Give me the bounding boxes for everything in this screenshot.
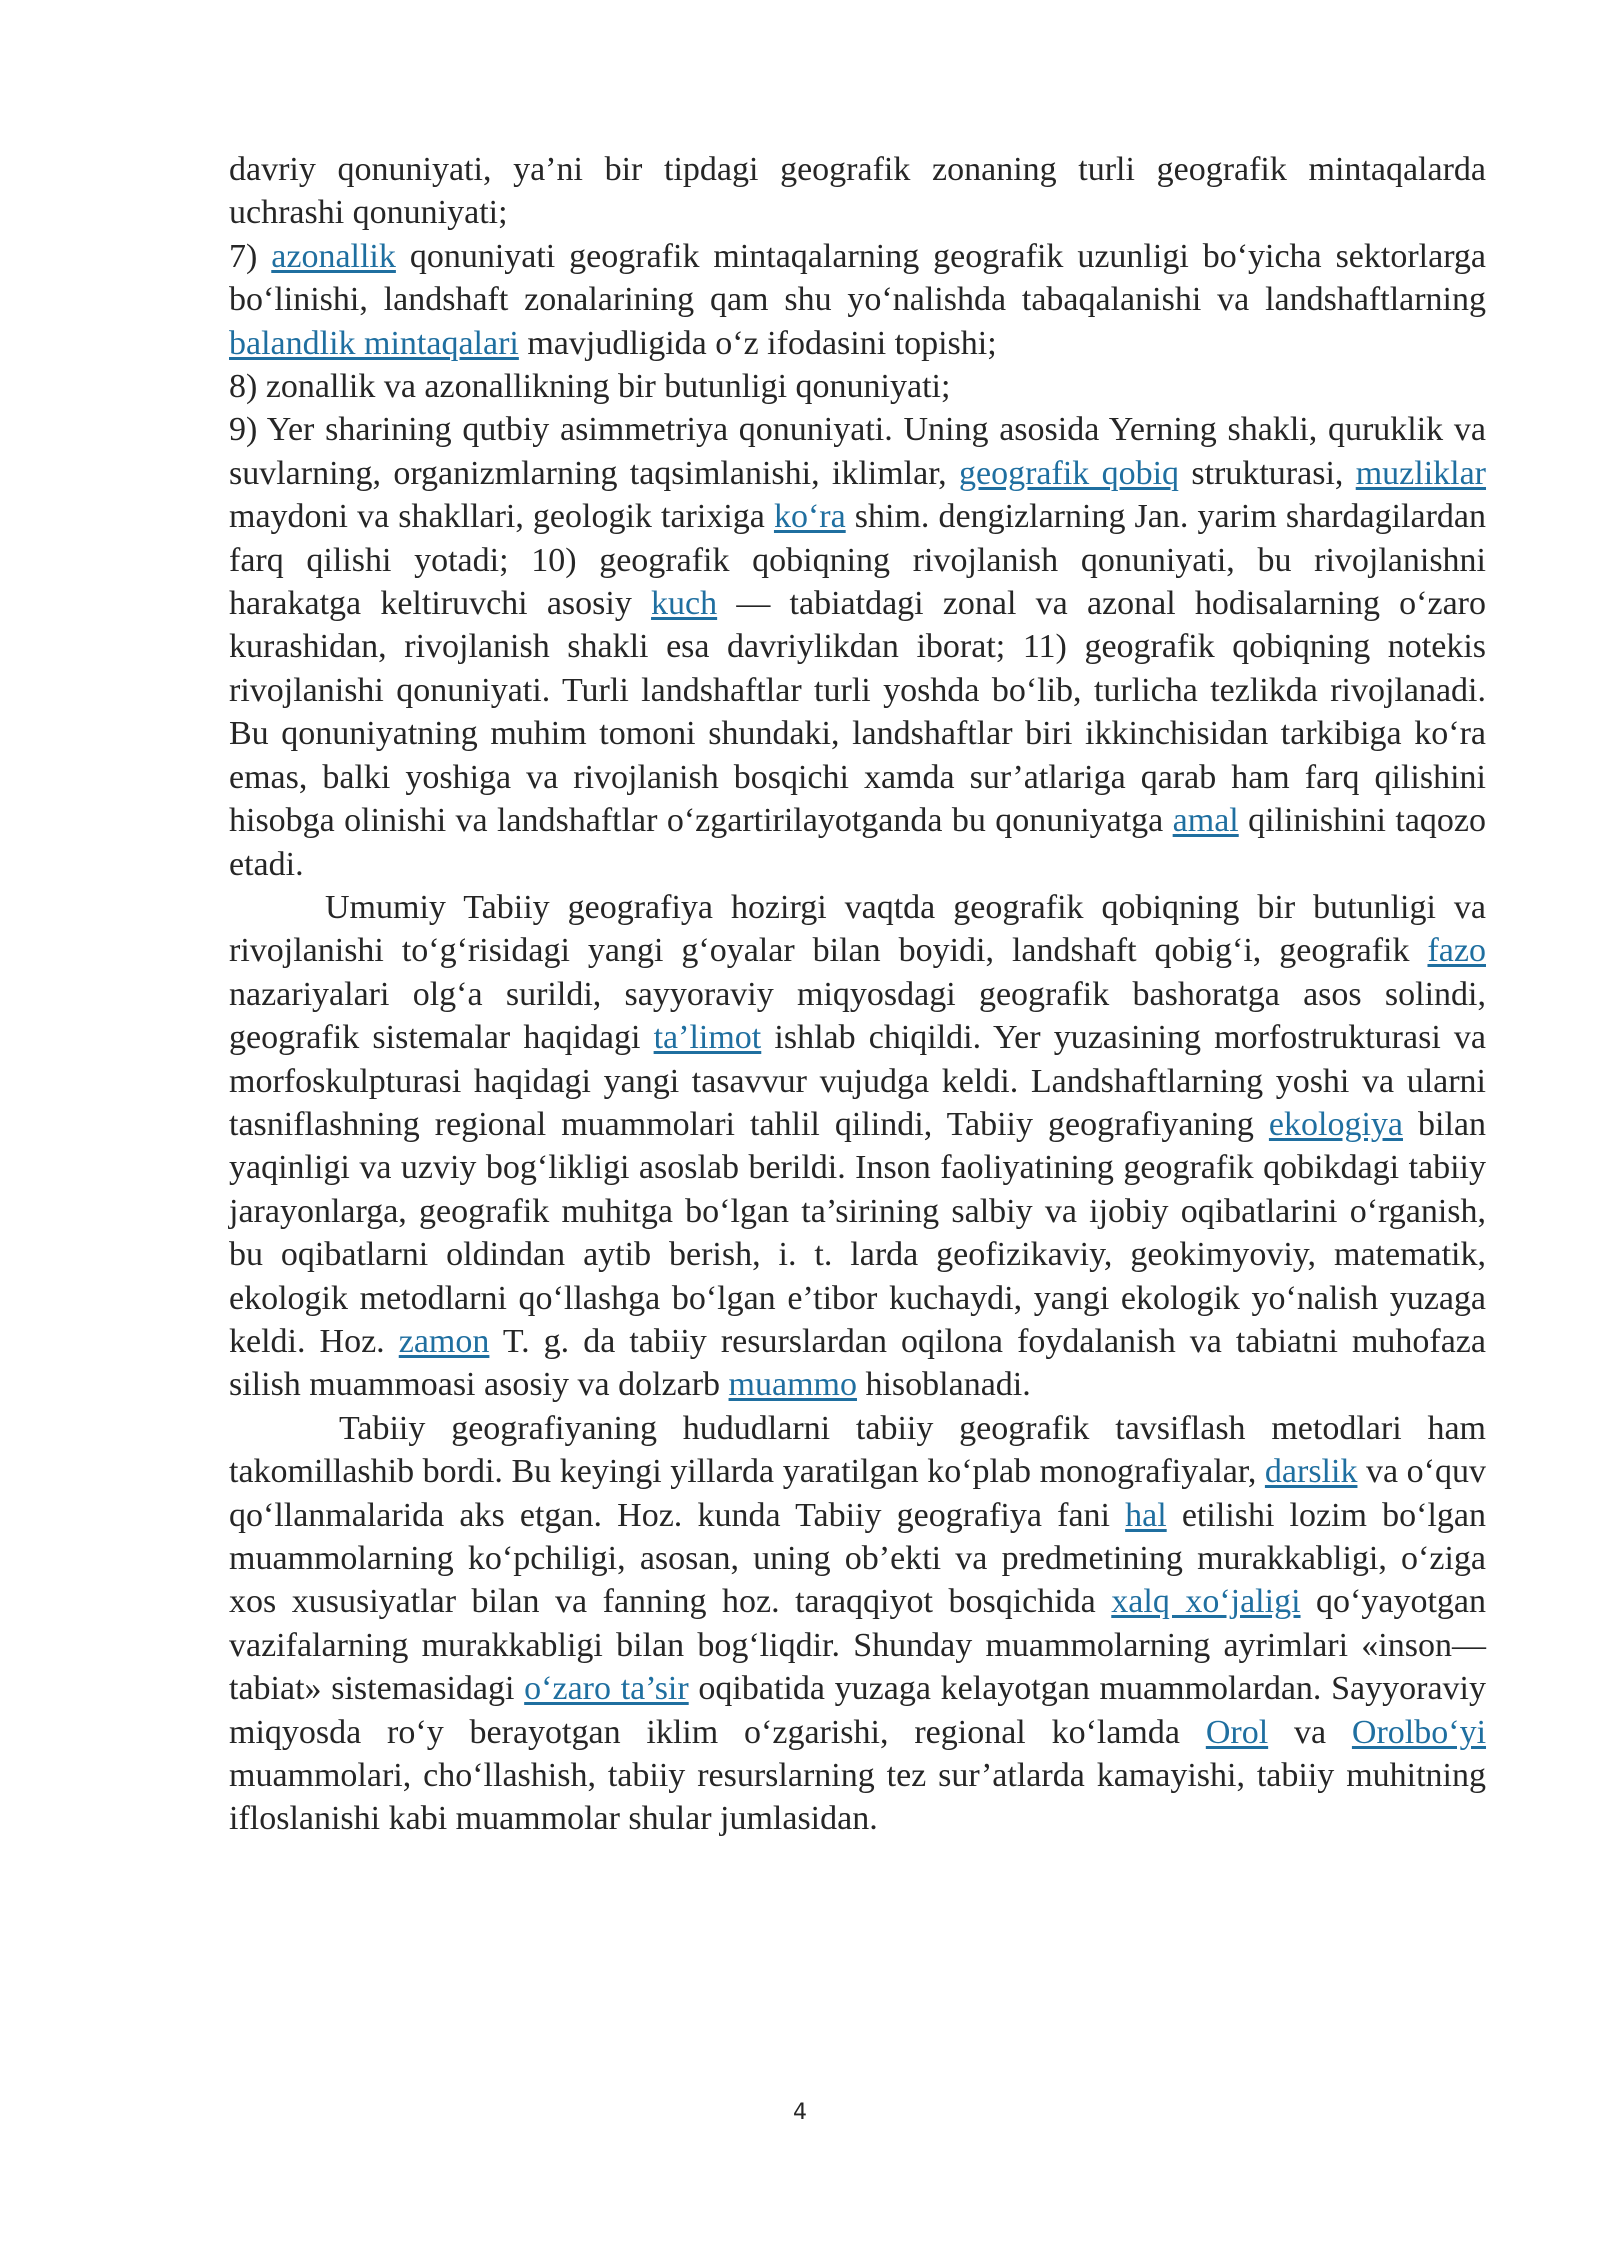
text-run: bilan yaqinligi va uzviy bog‘likligi asoslab berildi. Inson faoliyatining geografik qobikdagi tabiiy jarayonlarga, geografik muhitga bo‘lgan ta’sirining salbiy va ijobiy oqibatlarini o‘rganish, bu oqibatlarni oldindan aytib berish, i. t. larda geofizikaviy, geokimyoviy, matematik, ekologik metodlarni qo‘llashga bo‘lgan e’tibor kuchaydi, yangi ekologik yo‘nalish yuzaga keldi. Hoz.	[229, 1105, 1487, 1360]
text-run: qilinishini taqozo etadi.	[229, 802, 1487, 883]
text-run: davriy qonuniyati, ya’ni bir tipdagi geografik zonaning turli geografik mintaqalarda uchrashi qonuniyati;	[229, 151, 1486, 232]
hyperlink[interactable]: ko‘ra	[773, 498, 846, 536]
hyperlink[interactable]: o‘zaro ta’sir	[524, 1670, 689, 1708]
hyperlink[interactable]: hal	[1125, 1496, 1167, 1534]
hyperlink[interactable]: muzliklar	[1355, 454, 1487, 492]
hyperlink[interactable]: ekologiya	[1268, 1105, 1403, 1143]
hyperlink[interactable]: darslik	[1264, 1453, 1358, 1491]
text-run: va o‘quv qo‘llanmalarida aks etgan. Hoz. kunda Tabiiy geografiya fani	[229, 1453, 1486, 1534]
text-run: 7)	[229, 237, 272, 275]
text-run: 9) Yer sharining qutbiy asimmetriya qonuniyati. Uning asosida Yerning shakli, quruklik va suvlarning, organizmlarning taqsimlanishi, iklimlar,	[229, 411, 1486, 492]
hyperlink[interactable]: zamon	[398, 1322, 490, 1360]
text-run: 8) zonallik va azonallikning bir butunligi qonuniyati;	[229, 368, 951, 406]
text-run: mavjudligida o‘z ifodasini topishi;	[518, 324, 997, 362]
hyperlink[interactable]: balandlik mintaqalari	[229, 324, 519, 362]
text-run: qonuniyati geografik mintaqalarning geografik uzunligi bo‘yicha sektorlarga bo‘linishi, landshaft zonalarining qam shu yo‘nalishda tabaqalanishi va landshaftlarning	[229, 237, 1487, 319]
text-run: strukturasi,	[1179, 454, 1356, 492]
paragraph	[229, 148, 1486, 886]
hyperlink[interactable]: ta’limot	[653, 1019, 762, 1057]
page-number: 4	[793, 2100, 807, 2125]
hyperlink[interactable]: fazo	[1427, 932, 1486, 970]
text-run: muammolari, cho‘llashish, tabiiy resurslarning tez sur’atlarda kamayishi, tabiiy muhitning ifloslanishi kabi muammolar shular jumlasidan.	[229, 1757, 1486, 1838]
paragraph	[229, 886, 1486, 1407]
text-run: etilishi lozim bo‘lgan muammolarning ko‘pchiligi, asosan, uning ob’ekti va predmetining murakkabligi, o‘ziga xos xususiyatlar bilan va fanning hoz. taraqqiyot bosqichida	[229, 1496, 1486, 1621]
hyperlink[interactable]: xalq xo‘jaligi	[1111, 1583, 1301, 1621]
text-run: — tabiatdagi zonal va azonal hodisalarning o‘zaro kurashidan, rivojlanish shakli esa davriylikdan iborat; 11) geografik qobiqning notekis rivojlanishi qonuniyati. Turli landshaftlar turli yoshda bo‘lib, turlicha tezlikda rivojlanadi. Bu qonuniyatning muhim tomoni shundaki, landshaftlar biri ikkinchisidan tarkibiga ko‘ra emas, balki yoshiga va rivojlanish bosqichi xamda sur’atlariga qarab ham farq qilishini hisobga olinishi va landshaftlar o‘zgartirilayotganda bu qonuniyatga	[229, 585, 1486, 840]
hyperlink[interactable]: muammo	[728, 1366, 857, 1404]
text-run: Tabiiy geografiyaning hududlarni tabiiy geografik tavsiflash metodlari ham takomillashib bordi. Bu keyingi yillarda yaratilgan ko‘plab monografiyalar,	[229, 1409, 1486, 1491]
text-run: shim. dengizlarning Jan. yarim shardagilardan farq qilishi yotadi; 10) geografik qobiqning rivojlanish qonuniyati, bu rivojlanishni harakatga keltiruvchi asosiy	[229, 498, 1486, 623]
hyperlink[interactable]: kuch	[651, 585, 718, 623]
text-run: hisoblanadi.	[856, 1366, 1031, 1404]
hyperlink[interactable]: geografik qobiq	[959, 454, 1180, 492]
text-run: oqibatida yuzaga kelayotgan muammolardan. Sayyoraviy miqyosda ro‘y berayotgan iklim o‘zgarishi, regional ko‘lamda	[229, 1670, 1487, 1751]
paragraph	[229, 1407, 1486, 1841]
hyperlink[interactable]: azonallik	[271, 237, 396, 275]
text-run: Umumiy Tabiiy geografiya hozirgi vaqtda geografik qobiqning bir butunligi va rivojlanishi to‘g‘risidagi yangi g‘oyalar bilan boyidi, landshaft qobig‘i, geografik	[229, 888, 1486, 970]
document-body	[229, 148, 1486, 1841]
hyperlink[interactable]: Orolbo‘yi	[1351, 1713, 1487, 1751]
text-run: ishlab chiqildi. Yer yuzasining morfostrukturasi va morfoskulpturasi haqidagi yangi tasavvur vujudga keldi. Landshaftlarning yoshi va ularni tasniflashning regional muammolari tahlil qilindi, Tabiiy geografiyaning	[229, 1019, 1486, 1143]
text-run: T. g. da tabiiy resurslardan oqilona foydalanish va tabiatni muhofaza silish muammoasi asosiy va dolzarb	[229, 1322, 1486, 1404]
hyperlink[interactable]: Orol	[1205, 1713, 1269, 1751]
text-run: va	[1268, 1713, 1352, 1751]
text-run: nazariyalari olg‘a surildi, sayyoraviy miqyosdagi geografik bashoratga asos solindi, geografik sistemalar haqidagi	[229, 975, 1486, 1057]
hyperlink[interactable]: amal	[1172, 802, 1239, 840]
text-run: maydoni va shakllari, geologik tarixiga	[229, 498, 774, 536]
text-run: qo‘yayotgan vazifalarning murakkabligi bilan bog‘liqdir. Shunday muammolarning ayrimlari «inson—tabiat» sistemasidagi	[229, 1583, 1486, 1708]
